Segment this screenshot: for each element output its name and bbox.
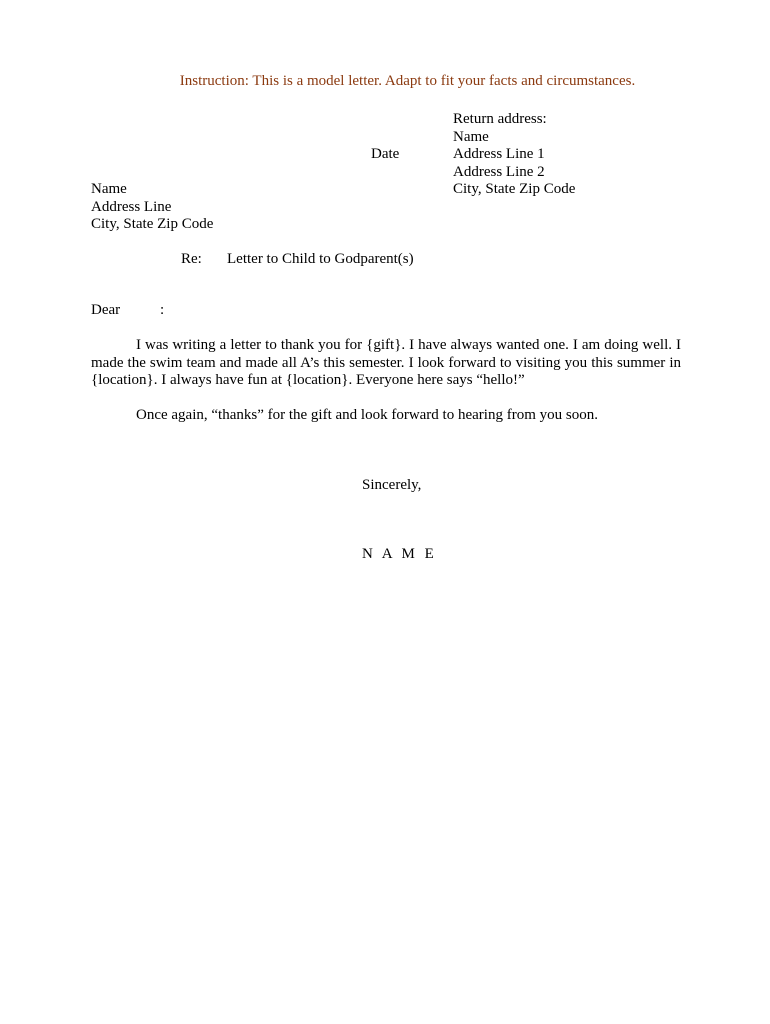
recipient-city-state-zip: City, State Zip Code bbox=[91, 216, 214, 232]
signature-name: N A M E bbox=[362, 546, 437, 562]
date-field: Date bbox=[371, 146, 400, 162]
recipient-address-line: Address Line bbox=[91, 198, 172, 215]
return-address-city-state-zip: City, State Zip Code bbox=[453, 181, 576, 197]
recipient-name: Name bbox=[91, 181, 127, 197]
instruction-note: Instruction: This is a model letter. Adapt to fit your facts and circumstances. bbox=[179, 73, 636, 89]
recipient-address-block bbox=[91, 181, 213, 234]
salutation: Dear bbox=[91, 302, 121, 318]
salutation-colon: : bbox=[160, 302, 165, 318]
return-address-name: Name bbox=[453, 128, 489, 145]
return-address-line1: Address Line 1 bbox=[453, 146, 545, 162]
body-paragraph-2: Once again, “thanks” for the gift and look forward to hearing from you soon. bbox=[136, 407, 598, 423]
return-address-line2: Address Line 2 bbox=[453, 163, 545, 180]
re-label: Re: bbox=[181, 251, 202, 267]
re-subject: Letter to Child to Godparent(s) bbox=[227, 251, 414, 267]
return-address-label: Return address: bbox=[453, 111, 547, 127]
body-paragraph-1: I was writing a letter to thank you for {gift}. I have always wanted one. I am doing well. I made the swim team and made all A’s this semester. I look forward to visiting you this summer in {location}. I always have fun at {location}. Everyone here says “hello!” bbox=[91, 337, 681, 388]
return-address-block bbox=[453, 111, 575, 199]
closing: Sincerely, bbox=[362, 477, 422, 493]
